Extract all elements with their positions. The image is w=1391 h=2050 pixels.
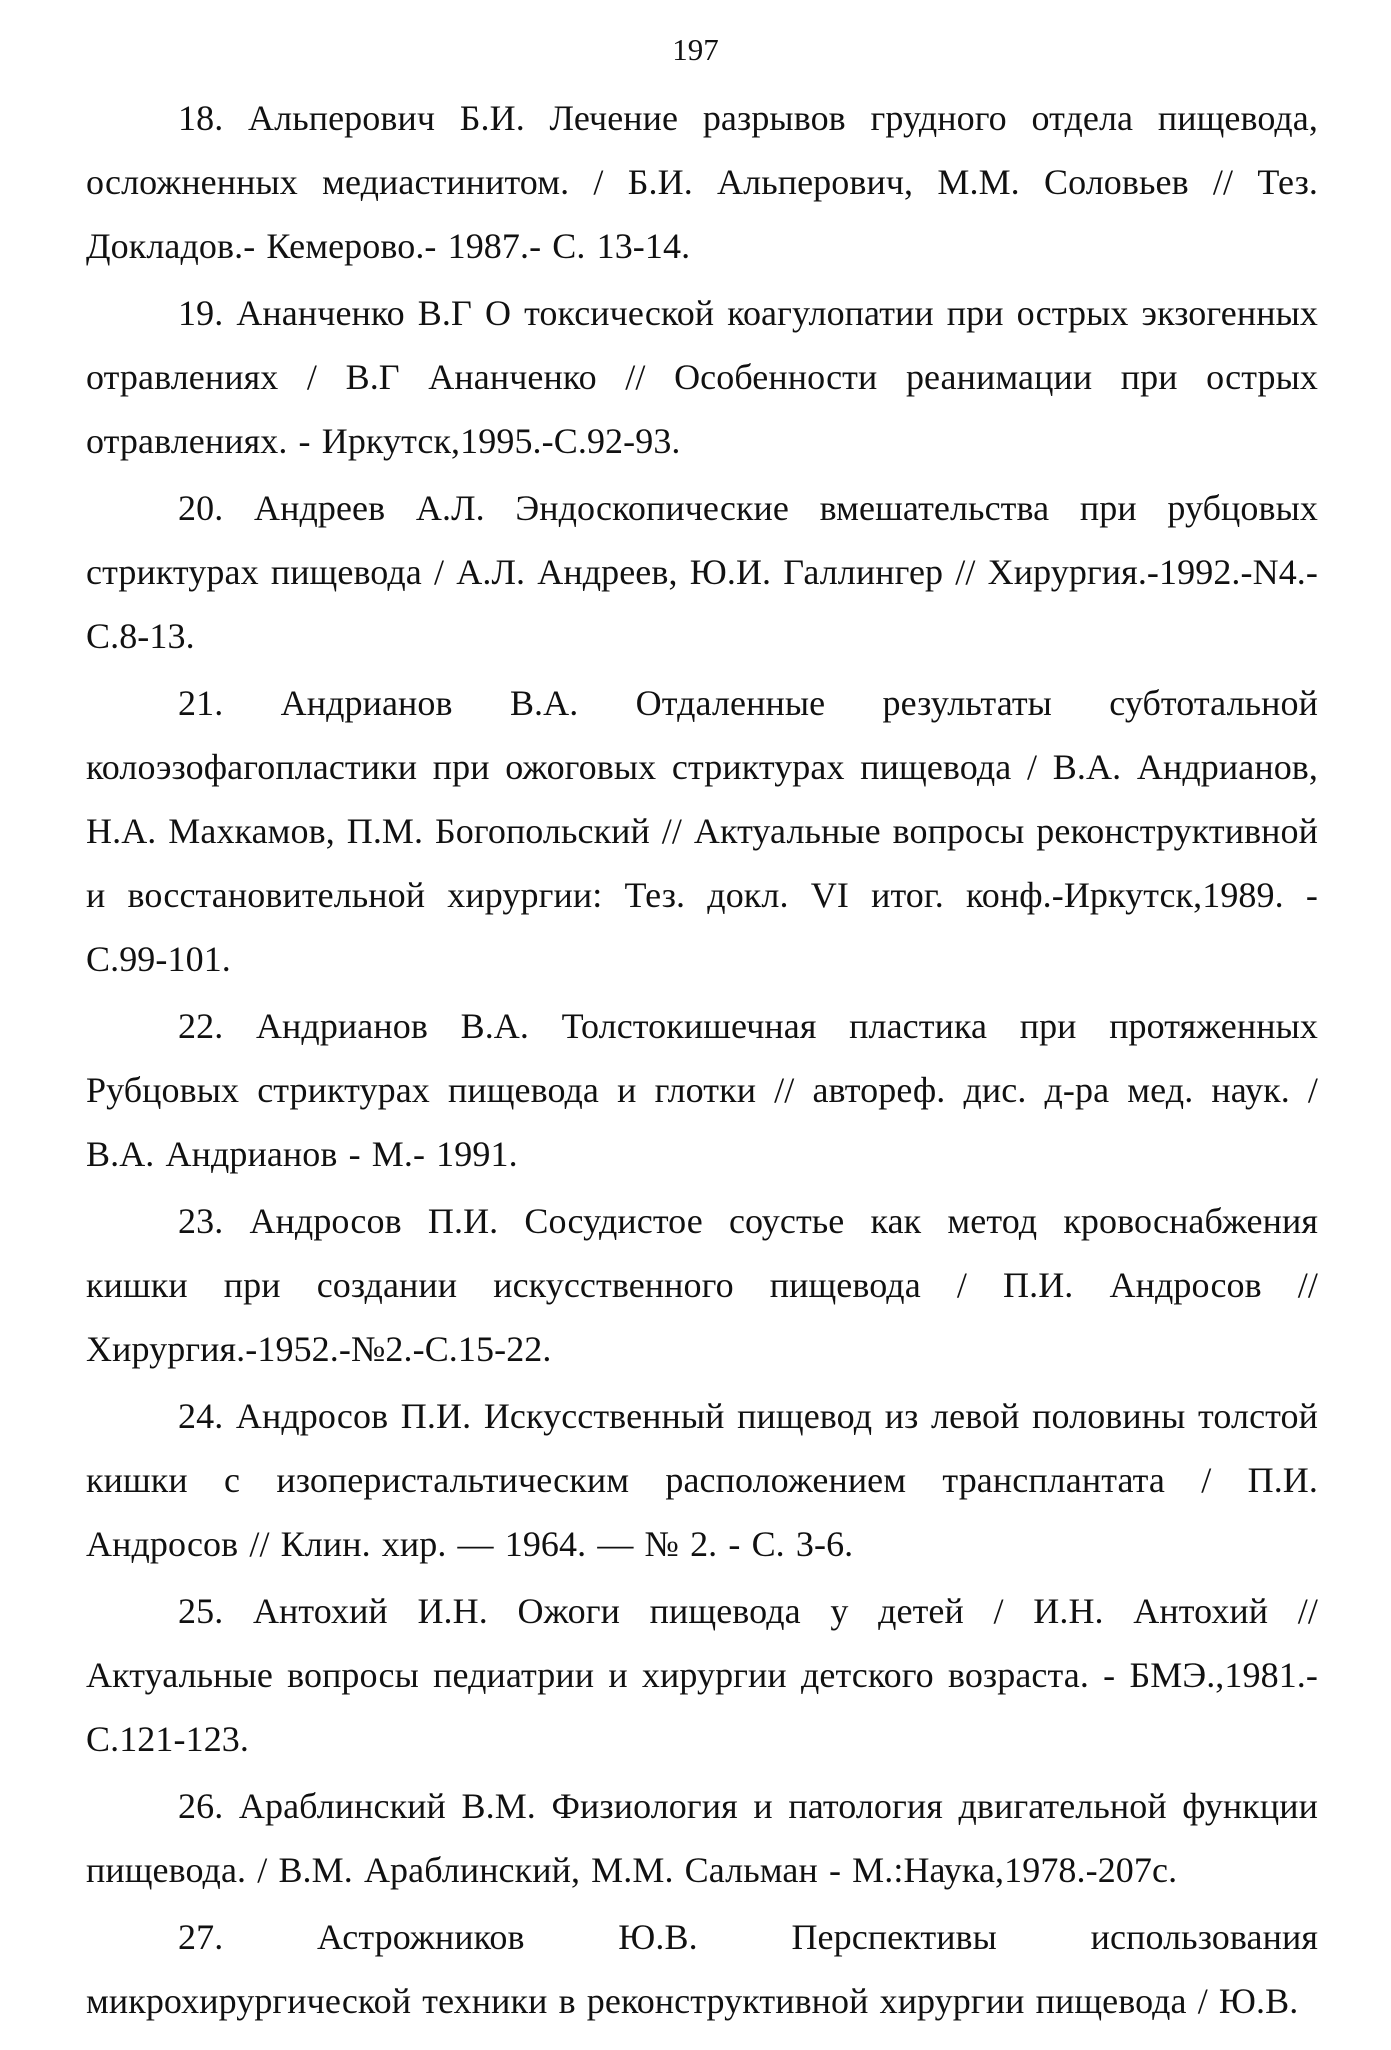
reference-19: 19. Ананченко В.Г О токсической коагулопатии при острых экзогенных отравлениях / В.Г Ананченко // Особенности реанимации при острых отравлениях. - Иркутск,1995.-С.92-93. <box>86 293 1318 461</box>
reference-25: 25. Антохий И.Н. Ожоги пищевода у детей / И.Н. Антохий // Актуальные вопросы педиатрии и хирургии детского возраста. - БМЭ.,1981.-С.121-123. <box>86 1591 1318 1759</box>
reference-22: 22. Андрианов В.А. Толстокишечная пластика при протяженных Рубцовых стриктурах пищевода и глотки // автореф. дис. д-ра мед. наук. / В.А. Андрианов - М.- 1991. <box>86 1006 1318 1174</box>
reference-20: 20. Андреев А.Л. Эндоскопические вмешательства при рубцовых стриктурах пищевода / А.Л. Андреев, Ю.И. Галлингер // Хирургия.-1992.-N4.-С.8-13. <box>86 488 1318 656</box>
reference-26: 26. Араблинский В.М. Физиология и патология двигательной функции пищевода. / В.М. Араблинский, М.М. Сальман - М.:Наука,1978.-207с. <box>86 1786 1318 1890</box>
reference-23: 23. Андросов П.И. Сосудистое соустье как метод кровоснабжения кишки при создании искусственного пищевода / П.И. Андросов // Хирургия.-1952.-№2.-С.15-22. <box>86 1201 1318 1369</box>
page-number: 197 <box>672 32 719 67</box>
reference-list <box>86 86 1318 2033</box>
reference-21: 21. Андрианов В.А. Отдаленные результаты субтотальной колоэзофагопластики при ожоговых стриктурах пищевода / В.А. Андрианов, Н.А. Махкамов, П.М. Богопольский // Актуальные вопросы реконструктивной и восстановительной хирургии: Тез. докл. VI итог. конф.-Иркутск,1989. - С.99-101. <box>86 683 1318 979</box>
reference-27: 27. Астрожников Ю.В. Перспективы использования микрохирургической техники в реконструктивной хирургии пищевода / Ю.В. <box>86 1917 1318 2021</box>
reference-18: 18. Альперович Б.И. Лечение разрывов грудного отдела пищевода, осложненных медиастинитом. / Б.И. Альперович, М.М. Соловьев // Тез. Докладов.- Кемерово.- 1987.- С. 13-14. <box>86 98 1318 266</box>
reference-24: 24. Андросов П.И. Искусственный пищевод из левой половины толстой кишки с изоперистальтическим расположением трансплантата / П.И. Андросов // Клин. хир. — 1964. — № 2. - С. 3-6. <box>86 1396 1318 1564</box>
